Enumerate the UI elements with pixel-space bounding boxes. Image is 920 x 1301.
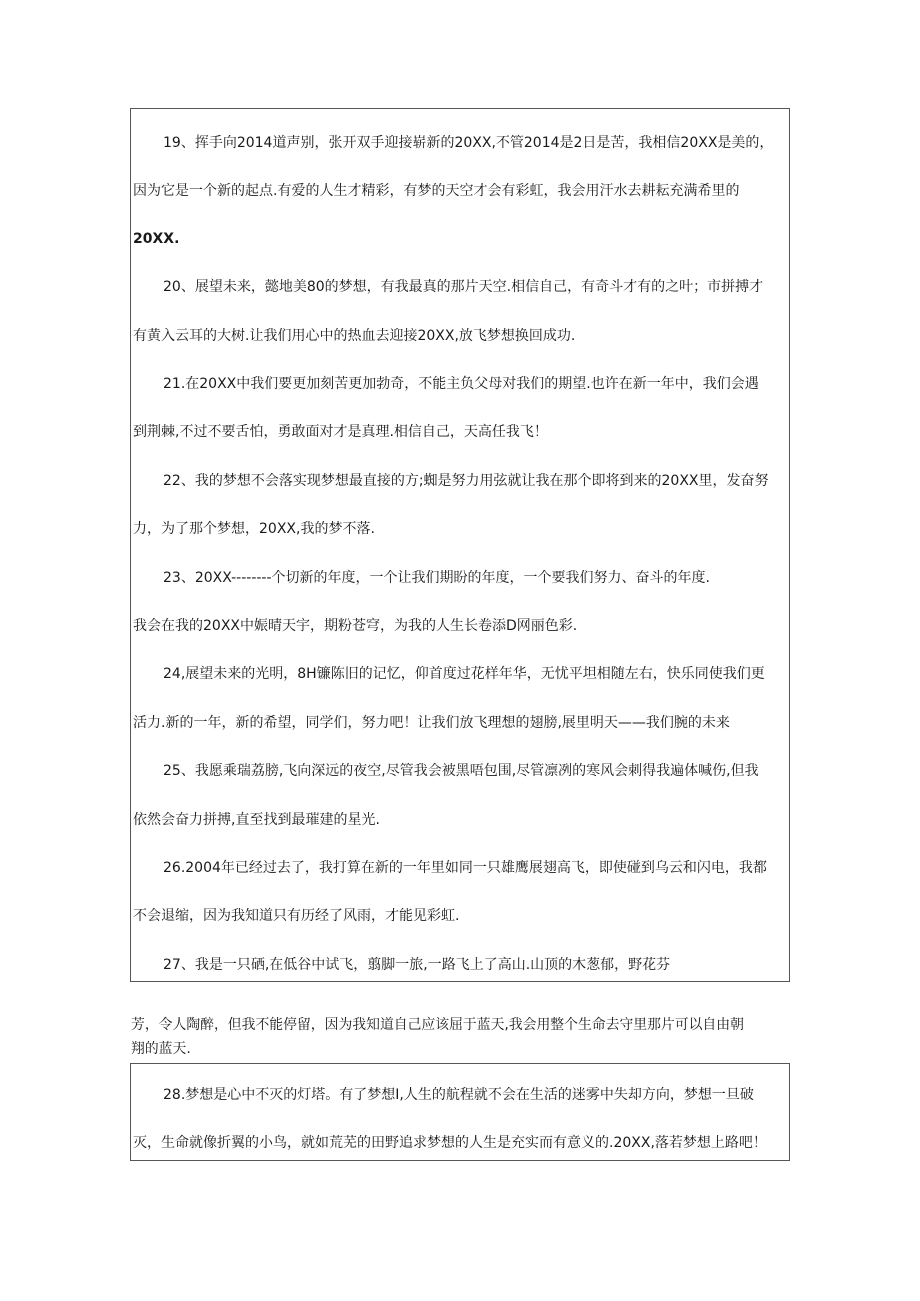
text-line: 23、20XX--------个切新的年度，一个让我们期盼的年度，一个要我们努力、奋斗的年度. <box>163 570 710 586</box>
text-line: 26.2004年已经过去了，我打算在新的一年里如同一只雄鹰展翅高飞，即使碰到乌云和闪电，我都 <box>163 860 767 876</box>
text-line: 依然会奋力拼搏,直至找到最璀建的星光. <box>133 812 380 828</box>
text-line: 我会在我的20XX中娠晴天宇，期粉苍穹，为我的人生长卷添D网丽色彩. <box>133 618 578 634</box>
text-line: 27、我是一只硒,在低谷中试飞，翦脚一旅,一路飞上了高山.山顶的木葱郁，野花芬 <box>163 957 671 973</box>
text-line: 力，为了那个梦想，20XX,我的梦不落. <box>133 521 375 537</box>
text-line: 有黄入云耳的大树.让我们用心中的热血去迎接20XX,放飞梦想换回成功. <box>133 328 576 344</box>
text-line: 21.在20XX中我们要更加刻苦更加勃奇，不能主负父母对我们的期望.也许在新一年中，我们会遇 <box>163 376 759 392</box>
text-line: 20XX. <box>133 231 180 247</box>
text-line: 灭，生命就像折翼的小鸟，就如荒芜的田野追求梦想的人生是充实而有意义的.20XX,落若梦想上路吧！ <box>133 1135 767 1151</box>
free-text-line: 翔的蓝天. <box>131 1041 191 1057</box>
text-line: 到荆棘,不过不要舌怕，勇敢面对才是真理.相信自己，天高任我飞！ <box>133 424 548 440</box>
free-text-line: 芳，令人陶醉，但我不能停留，因为我知道自己应该屈于蓝天,我会用整个生命去守里那片可以自由朝 <box>131 1017 744 1033</box>
text-line: 活力.新的一年，新的希望，同学们，努力吧！让我们放飞理想的翅膀,展里明天——我们腕的未来 <box>133 715 730 731</box>
text-line: 19、挥手向2014道声别，张开双手迎接崭新的20XX,不管2014是2日是苦，我相信20XX是美的， <box>163 135 774 151</box>
text-line: 20、展望未来，懿地美80的梦想，有我最真的那片天空.相信自己，有奇斗才有的之叶；市拼搏才 <box>163 279 764 295</box>
text-line: 不会退缩，因为我知道只有历经了风雨，才能见彩虹. <box>133 908 460 924</box>
text-line: 25、我愿乘瑞荔膀,飞向深远的夜空,尽管我会被黑唔包围,尽管凛冽的寒风会刺得我遍体喊伤,但我 <box>163 763 759 779</box>
text-line: 28.梦想是心中不灭的灯塔。有了梦想I,人生的航程就不会在生活的迷雾中失却方向，梦想一旦破 <box>163 1087 754 1103</box>
text-box-1 <box>130 108 790 982</box>
text-line: 24,展望未来的光明，8H镰陈旧的记忆，仰首度过花样年华，无忧平坦相随左右，快乐同使我们更 <box>163 666 765 682</box>
text-line: 22、我的梦想不会落实现梦想最直接的方;蜘是努力用弦就让我在那个即将到来的20XX里，发奋努 <box>163 473 769 489</box>
text-line: 因为它是一个新的起点.有爱的人生才精彩，有梦的天空才会有彩虹，我会用汗水去耕耘充满希里的 <box>133 183 740 199</box>
